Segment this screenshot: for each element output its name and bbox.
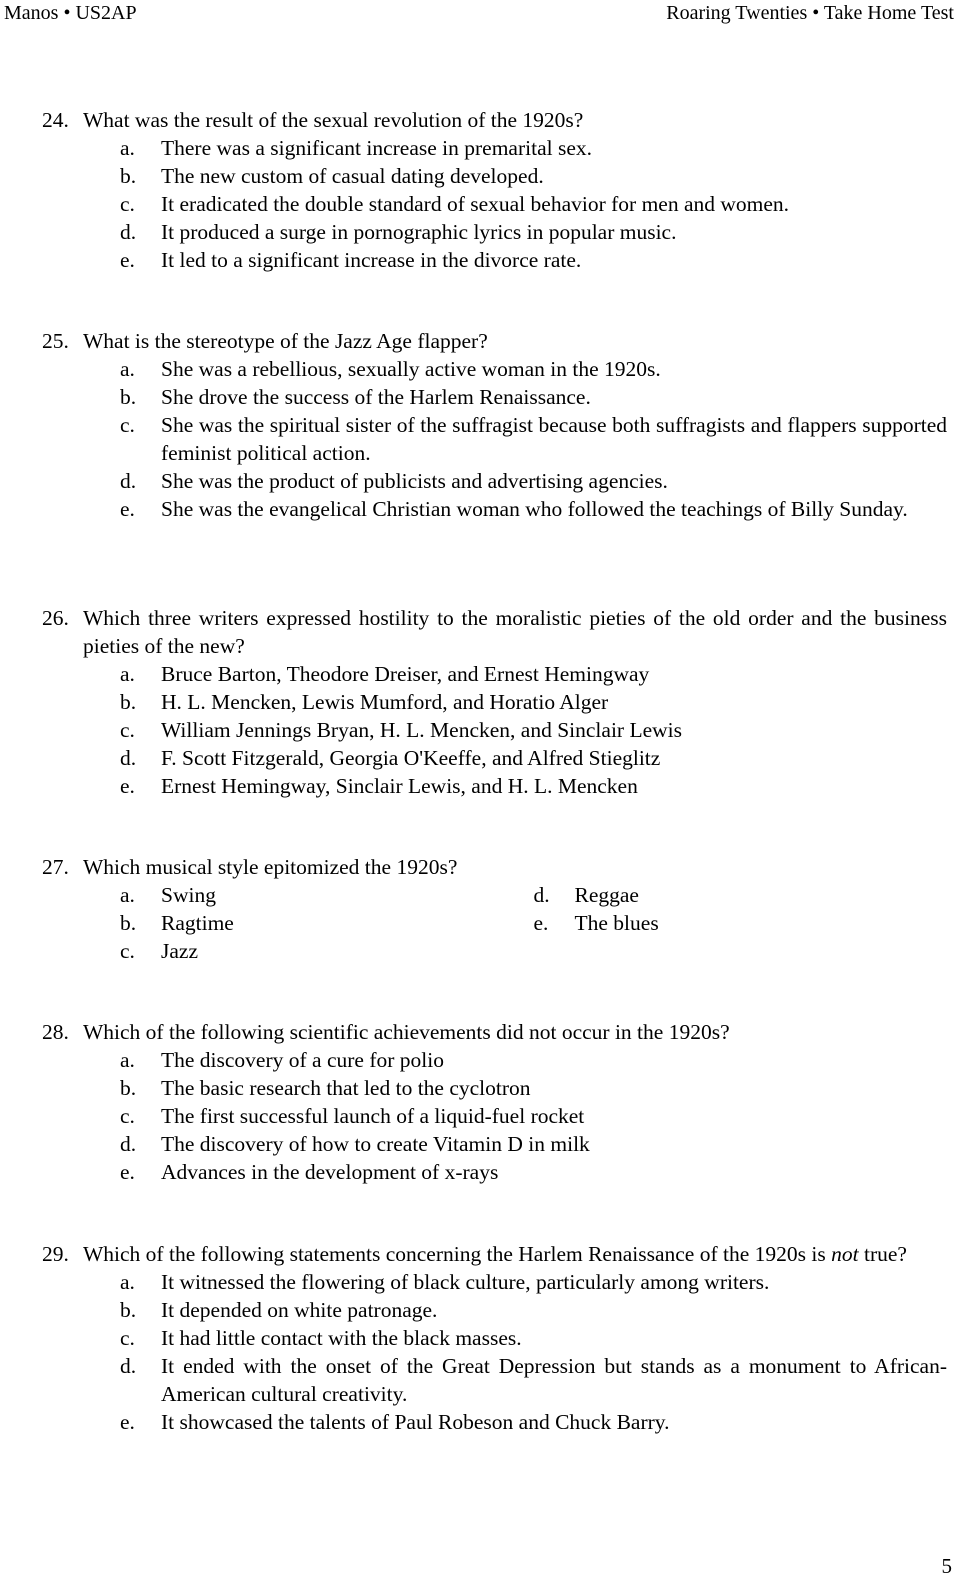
option-text: The basic research that led to the cyclotron — [161, 1076, 531, 1100]
option-text: The discovery of a cure for polio — [161, 1048, 444, 1072]
question-number: 24. — [42, 108, 69, 132]
option-text: The discovery of how to create Vitamin D in milk — [161, 1132, 590, 1156]
option-letter: b. — [120, 690, 137, 714]
option-a — [120, 881, 534, 909]
option-letter: d. — [120, 220, 137, 244]
question-text: What was the result of the sexual revolution of the 1920s? — [83, 108, 584, 132]
option-letter: c. — [120, 192, 135, 216]
option-letter: c. — [120, 718, 135, 742]
option-c — [120, 411, 947, 467]
option-text: The blues — [574, 911, 659, 935]
option-text: She was a rebellious, sexually active woman in the 1920s. — [161, 357, 661, 381]
option-e — [120, 1158, 947, 1186]
option-letter: e. — [533, 911, 549, 935]
option-letter: b. — [120, 385, 137, 409]
option-text: It led to a significant increase in the divorce rate. — [161, 248, 582, 272]
option-a — [120, 660, 947, 688]
option-text: Advances in the development of x-rays — [161, 1160, 499, 1184]
question-text: What is the stereotype of the Jazz Age flapper? — [83, 329, 488, 353]
option-text: William Jennings Bryan, H. L. Mencken, and Sinclair Lewis — [161, 718, 682, 742]
option-d — [120, 744, 947, 772]
header-left: Manos • US2AP — [4, 2, 137, 24]
question-number: 27. — [42, 855, 69, 879]
option-text: Swing — [161, 883, 216, 907]
option-letter: b. — [120, 1076, 137, 1100]
option-text: It eradicated the double standard of sexual behavior for men and women. — [161, 192, 790, 216]
question-24 — [42, 106, 947, 274]
option-text: Bruce Barton, Theodore Dreiser, and Ernest Hemingway — [161, 662, 650, 686]
option-text: Ernest Hemingway, Sinclair Lewis, and H. L. Mencken — [161, 774, 638, 798]
page-number: 5 — [941, 1554, 952, 1578]
option-b — [120, 1296, 947, 1324]
option-c — [120, 1324, 947, 1352]
question-number: 26. — [42, 606, 69, 630]
option-letter: e. — [120, 1410, 135, 1434]
option-a — [120, 134, 947, 162]
option-text: She was the product of publicists and advertising agencies. — [161, 469, 668, 493]
option-text: The new custom of casual dating developed. — [161, 164, 544, 188]
option-letter: a. — [120, 136, 135, 160]
option-text: It witnessed the flowering of black culture, particularly among writers. — [161, 1270, 770, 1294]
option-c — [120, 716, 947, 744]
option-b — [120, 1074, 947, 1102]
option-e — [120, 1408, 947, 1436]
option-letter: a. — [120, 662, 135, 686]
question-text-emphasis: not — [831, 1242, 859, 1266]
option-text: Jazz — [161, 939, 198, 963]
question-text: Which of the following scientific achievements did not occur in the 1920s? — [83, 1020, 730, 1044]
option-letter: d. — [533, 883, 550, 907]
option-c — [120, 1102, 947, 1130]
option-text: It had little contact with the black masses. — [161, 1326, 522, 1350]
option-text: Ragtime — [161, 911, 234, 935]
option-b — [120, 162, 947, 190]
question-number: 25. — [42, 329, 69, 353]
question-text-part: Which of the following statements concerning the Harlem Renaissance of the 1920s is — [83, 1242, 826, 1266]
question-28 — [42, 1018, 947, 1186]
option-letter: a. — [120, 883, 135, 907]
option-e — [120, 495, 947, 523]
option-letter: e. — [120, 248, 135, 272]
option-a — [120, 1046, 947, 1074]
option-letter: a. — [120, 357, 135, 381]
option-letter: d. — [120, 746, 137, 770]
question-number: 28. — [42, 1020, 69, 1044]
option-letter: d. — [120, 1354, 137, 1378]
question-text: Which three writers expressed hostility to the moralistic pieties of the old order and the business pieties of the new? — [83, 606, 947, 658]
option-b — [120, 688, 947, 716]
question-text: Which musical style epitomized the 1920s? — [83, 855, 458, 879]
option-text: It showcased the talents of Paul Robeson and Chuck Barry. — [161, 1410, 670, 1434]
option-c — [120, 190, 947, 218]
option-text: H. L. Mencken, Lewis Mumford, and Horatio Alger — [161, 690, 609, 714]
option-letter: a. — [120, 1270, 135, 1294]
option-letter: e. — [120, 497, 135, 521]
question-26 — [42, 604, 947, 800]
option-a — [120, 1268, 947, 1296]
question-27 — [42, 853, 947, 965]
option-text: She was the spiritual sister of the suffragist because both suffragists and flappers supported feminist political action. — [161, 413, 947, 465]
option-letter: d. — [120, 1132, 137, 1156]
option-letter: b. — [120, 164, 137, 188]
option-b — [120, 383, 947, 411]
option-b — [120, 909, 534, 937]
option-a — [120, 355, 947, 383]
question-text-part: true? — [863, 1242, 907, 1266]
option-d — [120, 467, 947, 495]
option-e — [534, 909, 948, 937]
option-letter: b. — [120, 911, 137, 935]
option-letter: e. — [120, 1160, 135, 1184]
option-text: It depended on white patronage. — [161, 1298, 438, 1322]
option-text: She was the evangelical Christian woman who followed the teachings of Billy Sunday. — [161, 497, 908, 521]
option-d — [534, 881, 948, 909]
question-29 — [42, 1240, 947, 1436]
option-text: It produced a surge in pornographic lyrics in popular music. — [161, 220, 677, 244]
option-c — [120, 937, 534, 965]
option-e — [120, 772, 947, 800]
option-e — [120, 246, 947, 274]
option-d — [120, 218, 947, 246]
option-letter: b. — [120, 1298, 137, 1322]
option-text: The first successful launch of a liquid-fuel rocket — [161, 1104, 585, 1128]
option-d — [120, 1130, 947, 1158]
option-text: There was a significant increase in premarital sex. — [161, 136, 593, 160]
option-letter: e. — [120, 774, 135, 798]
header-right: Roaring Twenties • Take Home Test — [666, 2, 954, 24]
question-number: 29. — [42, 1242, 69, 1266]
option-letter: c. — [120, 413, 135, 437]
option-d — [120, 1352, 947, 1408]
option-text: F. Scott Fitzgerald, Georgia O'Keeffe, and Alfred Stieglitz — [161, 746, 661, 770]
option-text: It ended with the onset of the Great Depression but stands as a monument to African-American cultural creativity. — [161, 1354, 947, 1406]
option-letter: c. — [120, 1104, 135, 1128]
option-letter: a. — [120, 1048, 135, 1072]
option-letter: c. — [120, 1326, 135, 1350]
option-letter: c. — [120, 939, 135, 963]
option-text: Reggae — [574, 883, 639, 907]
question-25 — [42, 327, 947, 523]
option-text: She drove the success of the Harlem Renaissance. — [161, 385, 591, 409]
option-letter: d. — [120, 469, 137, 493]
question-text — [83, 1240, 947, 1268]
